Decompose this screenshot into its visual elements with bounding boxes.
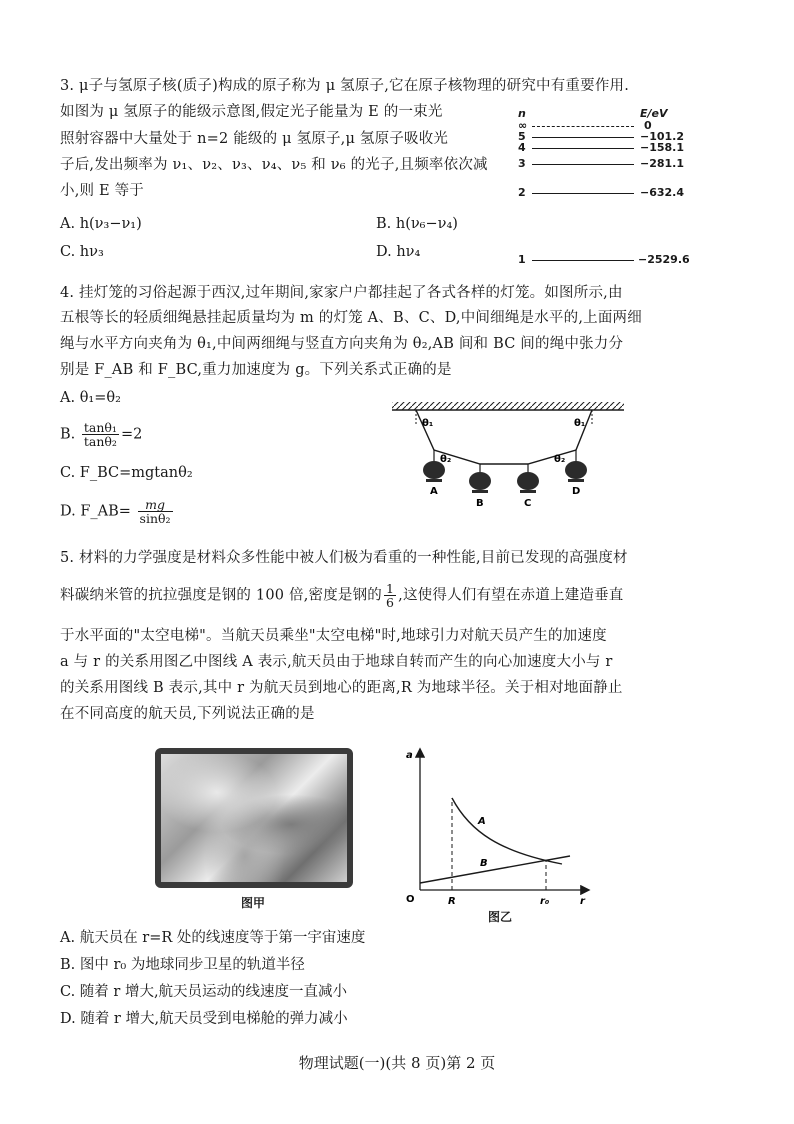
density-fraction [384, 582, 396, 609]
q3-line-5: 小,则 E 等于 [60, 183, 145, 199]
energy-header: E/eV [640, 107, 668, 120]
q5-line-2-post: ,这使得人们有望在赤道上建造垂直 [398, 587, 624, 604]
theta1-left-label: θ₁ [422, 418, 434, 429]
level-line-2 [532, 193, 634, 194]
theta2-left-label: θ₂ [440, 454, 452, 465]
q4-option-d-numerator: mg [138, 498, 173, 512]
q4-option-d-fraction [138, 498, 173, 525]
r0-label: r₀ [540, 896, 550, 907]
ceiling-hatch [392, 402, 624, 410]
acceleration-graph [400, 742, 600, 914]
lantern-diagram [388, 400, 628, 522]
level-e-inf: 0 [644, 119, 652, 132]
axis-a-label: a [406, 750, 413, 761]
q5-option-d: D. 随着 r 增大,航天员受到电梯舱的弹力减小 [60, 1011, 348, 1027]
n-header: n [518, 107, 526, 120]
q5-option-b: B. 图中 r₀ 为地球同步卫星的轨道半径 [60, 957, 305, 973]
q3-option-d: D. hν₄ [376, 244, 421, 260]
level-line-1 [532, 260, 634, 261]
q3-option-c: C. hν₃ [60, 244, 104, 260]
level-line-inf [532, 126, 634, 127]
level-n-5: 5 [518, 130, 526, 143]
q4-line-1: 4. 挂灯笼的习俗起源于西汉,过年期间,家家户户都挂起了各式各样的灯笼。如图所示,由 [60, 285, 623, 301]
level-e-2: −632.4 [640, 186, 685, 199]
q3-line-3: 照射容器中大量处于 n=2 能级的 μ 氢原子,μ 氢原子吸收光 [60, 131, 449, 147]
q4-option-c: C. F_BC=mgtanθ₂ [60, 465, 193, 481]
lantern-c-label: C [524, 498, 532, 509]
level-e-3: −281.1 [640, 157, 685, 170]
origin-label: O [406, 894, 415, 905]
q3-line-4: 子后,发出频率为 ν₁、ν₂、ν₃、ν₄、ν₅ 和 ν₆ 的光子,且频率依次减 [60, 157, 488, 173]
q4-option-b-numerator: tanθ₁ [83, 420, 117, 435]
theta1-right-label: θ₁ [574, 418, 586, 429]
q5-line-5: 的关系用图线 B 表示,其中 r 为航天员到地心的距离,R 为地球半径。关于相对地面静止 [60, 680, 623, 696]
R-label: R [448, 896, 456, 907]
q5-line-3: 于水平面的"太空电梯"。当航天员乘坐"太空电梯"时,地球引力对航天员产生的加速度 [60, 628, 607, 644]
q4-line-4: 别是 F_AB 和 F_BC,重力加速度为 g。下列关系式正确的是 [60, 362, 452, 378]
fig-yi-caption: 图乙 [488, 910, 513, 924]
level-e-4: −158.1 [640, 141, 685, 154]
density-fraction-denominator: 6 [386, 595, 395, 610]
theta2-right-label: θ₂ [554, 454, 566, 465]
level-line-3 [532, 164, 634, 165]
level-line-5 [532, 137, 634, 138]
lantern-d-label: D [572, 486, 581, 497]
q5-line-6: 在不同高度的航天员,下列说法正确的是 [60, 706, 315, 722]
q4-line-2: 五根等长的轻质细绳悬挂起质量均为 m 的灯笼 A、B、C、D,中间细绳是水平的,上面两细 [60, 310, 642, 326]
q4-option-b-prefix: B. [60, 426, 76, 443]
q4-option-d-prefix: D. F_AB= [60, 503, 131, 520]
level-line-4 [532, 148, 634, 149]
page-footer: 物理试题(一)(共 8 页)第 2 页 [298, 1054, 496, 1072]
axis-r-label: r [580, 896, 585, 907]
line-b-label: B [480, 858, 488, 869]
q3-option-a: A. h(ν₃−ν₁) [60, 216, 142, 232]
fig-jia-caption: 图甲 [241, 896, 266, 910]
q3-line-1: 3. μ子与氢原子核(质子)构成的原子称为 μ 氢原子,它在原子核物理的研究中有重要作用. [60, 78, 630, 94]
line-b [420, 856, 570, 883]
lantern-c [517, 472, 539, 493]
q4-option-b [60, 421, 142, 448]
q5-line-2 [60, 582, 623, 609]
lantern-d [565, 461, 587, 482]
q4-option-d-denominator: sinθ₂ [139, 511, 171, 526]
q5-line-2-pre: 料碳纳米管的抗拉强度是钢的 100 倍,密度是钢的 [60, 587, 383, 604]
q4-option-b-denominator: tanθ₂ [83, 434, 117, 449]
q5-option-a: A. 航天员在 r=R 处的线速度等于第一宇宙速度 [60, 930, 366, 946]
density-fraction-numerator: 1 [386, 581, 395, 596]
q4-option-a: A. θ₁=θ₂ [60, 390, 121, 406]
carbon-nanotube-photo [155, 748, 353, 888]
q4-option-b-fraction [82, 421, 119, 448]
level-e-5: −101.2 [640, 130, 685, 143]
lantern-b-label: B [476, 498, 484, 509]
q3-line-2: 如图为 μ 氢原子的能级示意图,假定光子能量为 E 的一束光 [60, 104, 443, 120]
q5-option-c: C. 随着 r 增大,航天员运动的线速度一直减小 [60, 984, 348, 1000]
level-n-3: 3 [518, 157, 526, 170]
q4-option-b-suffix: =2 [120, 426, 143, 443]
lantern-a-label: A [430, 486, 438, 497]
q5-line-4: a 与 r 的关系用图乙中图线 A 表示,航天员由于地球自转而产生的向心加速度大小与 r [60, 654, 613, 670]
q4-option-d [60, 498, 175, 525]
level-n-inf: ∞ [518, 119, 528, 132]
energy-level-diagram [510, 108, 690, 278]
level-n-4: 4 [518, 141, 526, 154]
level-n-1: 1 [518, 253, 526, 266]
curve-a [452, 798, 562, 864]
lantern-b [469, 472, 491, 493]
level-e-1: −2529.6 [638, 253, 690, 266]
q3-option-b: B. h(ν₆−ν₄) [376, 216, 458, 232]
q5-line-1: 5. 材料的力学强度是材料众多性能中被人们极为看重的一种性能,目前已发现的高强度材 [60, 550, 628, 566]
level-n-2: 2 [518, 186, 526, 199]
curve-a-label: A [478, 816, 486, 827]
q4-line-3: 绳与水平方向夹角为 θ₁,中间两细绳与竖直方向夹角为 θ₂,AB 间和 BC 间的绳中张力分 [60, 336, 624, 352]
